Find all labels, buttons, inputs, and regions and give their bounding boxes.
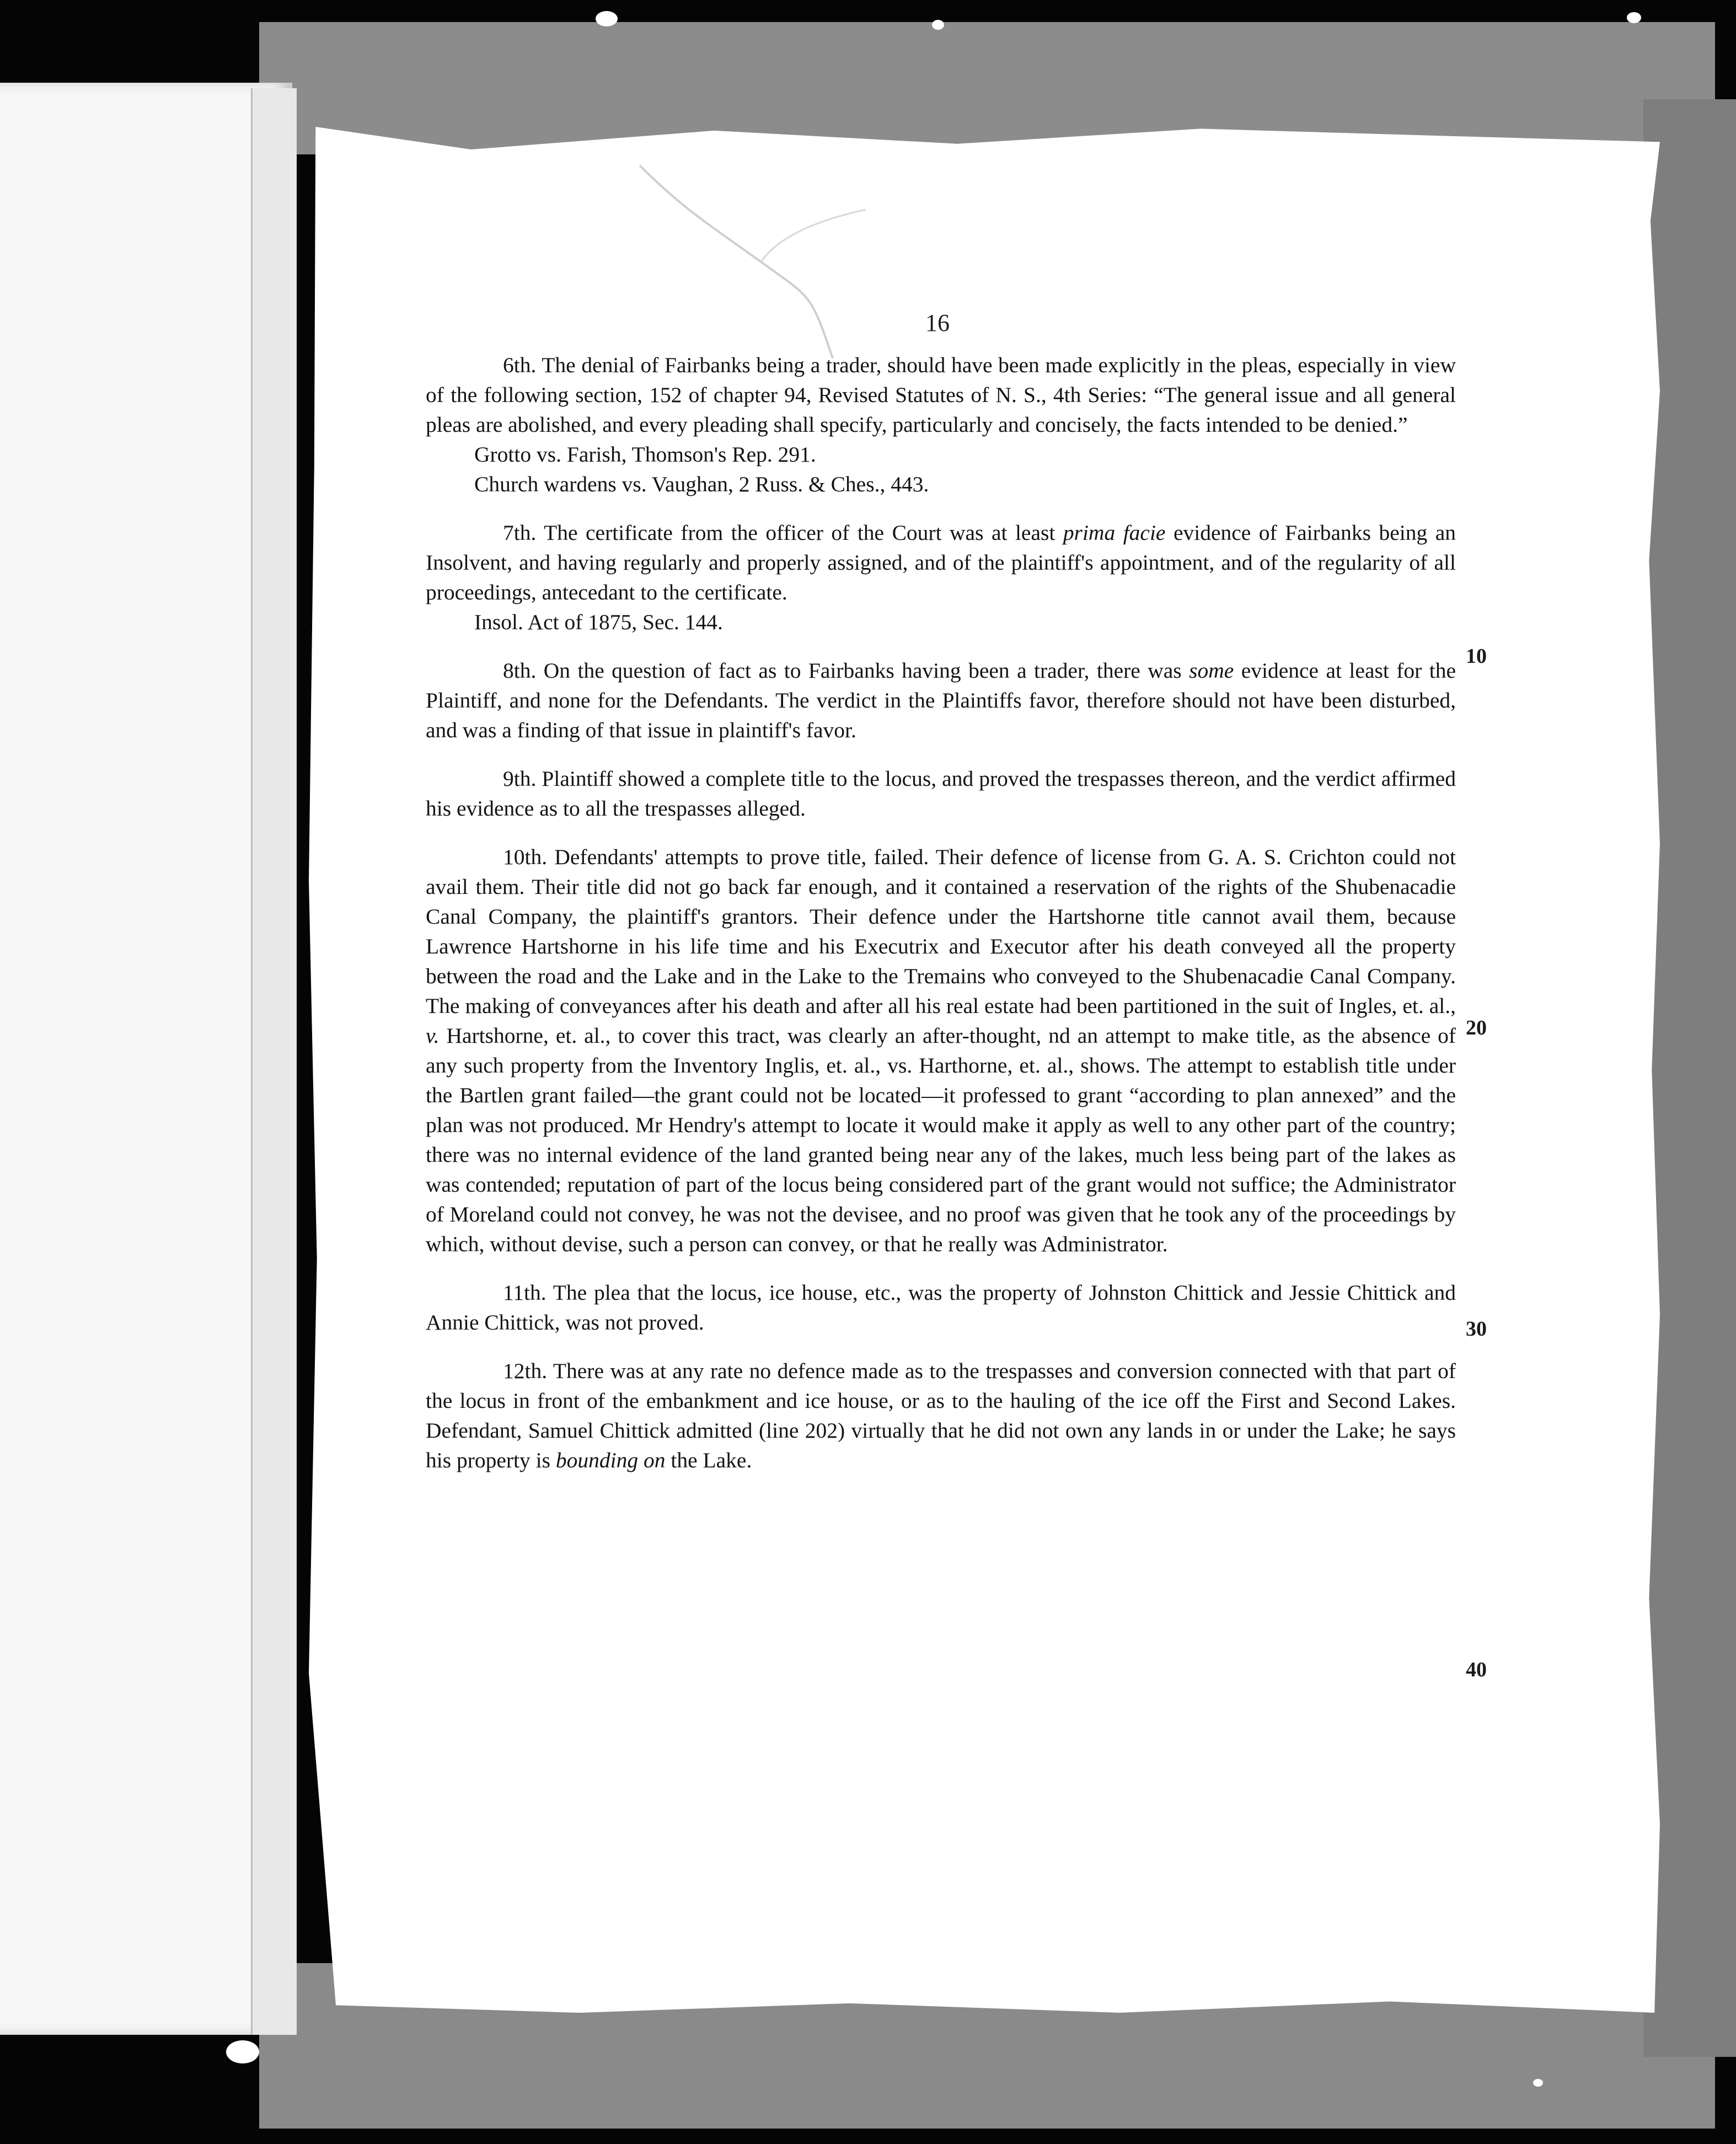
dust-speck [596,11,618,26]
margin-line-numbers [1466,0,1515,2144]
line-number-40: 40 [1466,1658,1487,1681]
paragraph-9th: 9th. Plaintiff showed a complete title to the locus, and proved the trespasses thereon, and the verdict affirmed his evidence as to all the trespasses alleged. [426,767,1456,821]
paragraph-8th: 8th. On the question of fact as to Fairbanks having been a trader, there was some evidence at least for the Plaintiff, and none for the Defendants. The verdict in the Plaintiffs favor, therefore should not have been disturbed, and was a finding of that issue in plaintiff's favor. [426,658,1456,742]
citation-church-wardens: Church wardens vs. Vaughan, 2 Russ. & Ches., 443. [474,472,929,496]
line-number-20: 20 [1466,1016,1487,1039]
dust-speck [1533,2079,1543,2087]
dust-speck [932,20,944,30]
citation-insol-act: Insol. Act of 1875, Sec. 144. [474,610,723,634]
body-text [426,350,1456,1475]
emphasis-v: v. [426,1023,440,1048]
paragraph-10th: 10th. Defendants' attempts to prove title, failed. Their defence of license from G. A. S. Crichton could not avail them. Their title did not go back far enough, and it contained a reservation of the rights of the Shubenacadie Canal Company, the plaintiff's grantors. Their defence under the Hartshorne title cannot avail them, because Lawrence Hartshorne in his life time and his Executrix and Executor after his death conveyed all the property between the road and the Lake and in the Lake to the Tremains who conveyed to the Shubenacadie Canal Company. The making of conveyances after his death and after all his real estate had been partitioned in the suit of Ingles, et. al., v. Hartshorne, et. al., to cover this tract, was clearly an after-thought, nd an attempt to make title, as the absence of any such property from the Inventory Inglis, et. al., vs. Harthorne, et. al., shows. The attempt to establish title under the Bartlen grant failed—the grant could not be located—it professed to grant “according to plan annexed” and the plan was not produced. Mr Hendry's attempt to locate it would make it apply as well to any other part of the country; there was no internal evidence of the land granted being near any of the lakes, much less being part of the lakes as was contended; reputation of part of the locus being considered part of the grant would not suffice; the Administrator of Moreland could not convey, he was not the devisee, and no proof was given that he took any of the proceedings by which, without devise, such a person can convey, or that he really was Administrator. [426,845,1456,1256]
line-number-30: 30 [1466,1317,1487,1341]
facing-page-edge [251,88,297,2035]
paragraph-7th: 7th. The certificate from the officer of the Court was at least prima facie evidence of Fairbanks being an Insolvent, and having regularly and properly assigned, and of the plaintiff's appointment, and of the regularity of all proceedings, antecedant to the certificate. [426,521,1456,604]
line-number-10: 10 [1466,645,1487,668]
emphasis-on: on [644,1448,666,1472]
emphasis-some: some [1189,658,1234,683]
latin-phrase: prima facie [1063,521,1166,545]
paragraph-12th: 12th. There was at any rate no defence made as to the trespasses and conversion connected with that part of the locus in front of the embankment and ice house, or as to the hauling of the ice off the First and Second Lakes. Defendant, Samuel Chittick admitted (line 202) virtually that he did not own any lands in or under the Lake; he says his property is bounding on the Lake. [426,1359,1456,1472]
citation-grotto: Grotto vs. Farish, Thomson's Rep. 291. [474,442,816,467]
paragraph-11th: 11th. The plea that the locus, ice house, etc., was the property of Johnston Chittick and Jessie Chittick and Annie Chittick, was not proved. [426,1280,1456,1334]
facing-page [0,83,292,2035]
emphasis-bounding: bounding [555,1448,639,1472]
dust-speck [1627,12,1641,23]
paper-tear-mark [634,127,921,358]
page-number: 16 [925,309,950,336]
paragraph-6th: 6th. The denial of Fairbanks being a trader, should have been made explicitly in the pleas, especially in view of the following section, 152 of chapter 94, Revised Statutes of N. S., 4th Series: “The general issue and all general pleas are abolished, and every pleading shall specify, particularly and concisely, the facts intended to be denied.” [426,353,1456,437]
dust-speck [226,2040,259,2063]
